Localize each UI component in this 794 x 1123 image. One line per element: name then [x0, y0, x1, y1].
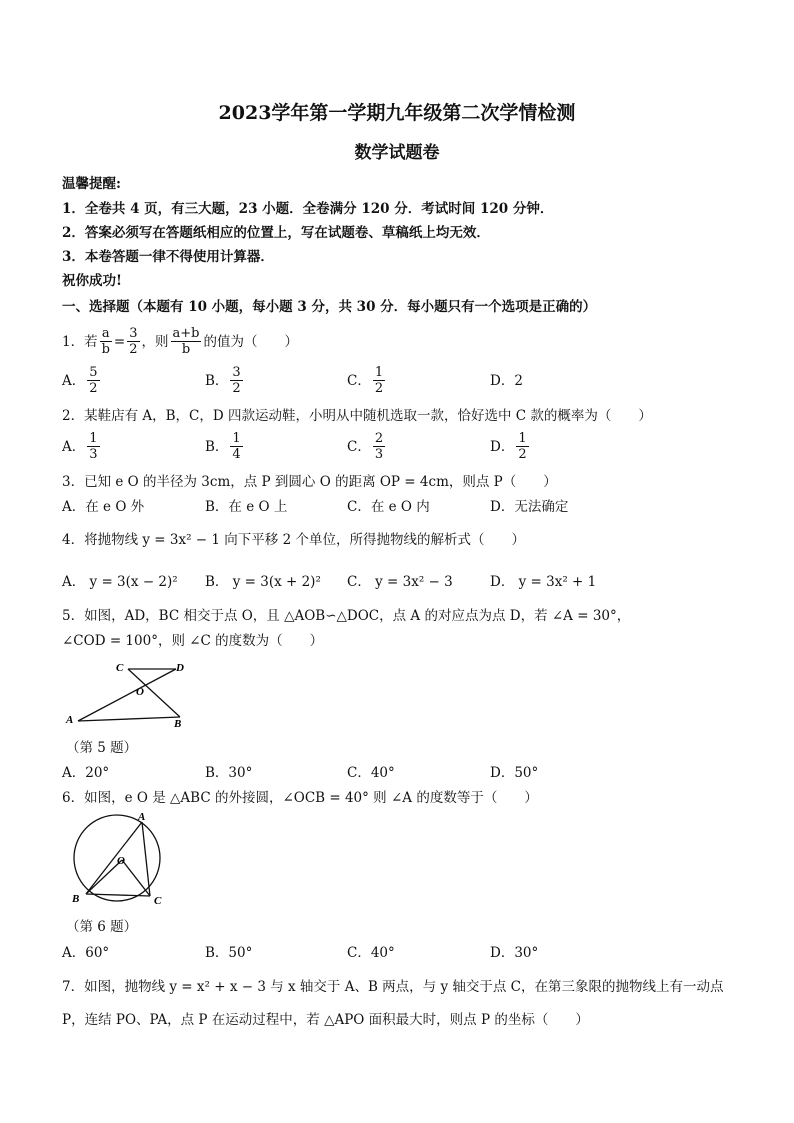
question-2: 2．某鞋店有 A，B，C，D 四款运动鞋，小明从中随机选取一款，恰好选中 C 款的概率为（ ）	[62, 408, 652, 424]
q6-option-d[interactable]: D．30°	[490, 945, 539, 961]
q6-segment-ab	[86, 822, 142, 894]
q6-caption: （第 6 题）	[66, 919, 138, 935]
q1-option-a[interactable]: A． $\frac{5}{2}$	[62, 365, 98, 396]
q5-segment-ab	[78, 717, 180, 721]
q2-option-a[interactable]: A． $\frac{1}{3}$	[62, 431, 98, 462]
q2-option-d[interactable]: D． $\frac{1}{2}$	[490, 431, 527, 462]
question-5-line-2: ∠COD = 100°，则 ∠C 的度数为（ ）	[62, 633, 324, 649]
page-subtitle: 数学试题卷	[354, 143, 440, 163]
notice-item-1: 1．全卷共 4 页，有三大题，23 小题．全卷满分 120 分．考试时间 120 分钟．	[62, 201, 554, 217]
q4-option-b[interactable]: B． y = 3(x + 2)²	[205, 574, 321, 590]
q1-prefix: 1．若	[62, 333, 98, 350]
q2-option-b[interactable]: B． $\frac{1}{4}$	[205, 431, 241, 462]
q6-segment-ac	[142, 822, 150, 896]
q6-option-c[interactable]: C．40°	[347, 945, 395, 961]
page-title: 2023学年第一学期九年级第二次学情检测	[218, 102, 576, 124]
q3-option-b[interactable]: B．在 e O 上	[205, 499, 288, 515]
q1-option-b[interactable]: B． $\frac{3}{2}$	[205, 365, 241, 396]
question-5-line-1: 5．如图，AD，BC 相交于点 O，且 △AOB∽△DOC，点 A 的对应点为点 D，若 ∠A = 30°，	[62, 608, 631, 624]
q5-option-a[interactable]: A．20°	[62, 765, 110, 781]
q5-label-d: D	[176, 662, 184, 674]
q2-option-c[interactable]: C． $\frac{2}{3}$	[347, 431, 384, 462]
notice-item-3: 3．本卷答题一律不得使用计算器．	[62, 249, 274, 265]
q5-label-o: O	[136, 686, 144, 698]
q6-label-b: B	[72, 893, 80, 905]
q5-segment-ad	[78, 669, 176, 721]
question-6: 6．如图，e O 是 △ABC 的外接圆，∠OCB = 40° 则 ∠A 的度数等于（ ）	[62, 790, 538, 806]
notice-wish: 祝你成功!	[62, 273, 122, 289]
q3-option-a[interactable]: A．在 e O 外	[62, 499, 145, 515]
q1-fraction-3-2: $\frac{3}{2}$	[129, 326, 138, 357]
question-4: 4．将抛物线 y = 3x² − 1 向下平移 2 个单位，所得抛物线的解析式（ ）	[62, 532, 525, 548]
q5-option-b[interactable]: B．30°	[205, 765, 253, 781]
q3-option-d[interactable]: D．无法确定	[490, 499, 569, 515]
q5-label-b: B	[174, 718, 182, 730]
q1-fraction-a-b: $\frac{a}{b}$	[101, 326, 110, 357]
q1-option-d[interactable]: D． 2	[490, 373, 523, 389]
notice-item-2: 2．答案必须写在答题纸相应的位置上，写在试题卷、草稿纸上均无效．	[62, 225, 490, 241]
q1-mid: ，则	[141, 333, 169, 350]
q4-option-a[interactable]: A． y = 3(x − 2)²	[62, 574, 178, 590]
q4-option-c[interactable]: C． y = 3x² − 3	[347, 574, 453, 590]
section-heading: 一、选择题（本题有 10 小题，每小题 3 分，共 30 分．每小题只有一个选项是正确的）	[62, 299, 597, 315]
q6-figure	[62, 808, 172, 908]
q5-option-c[interactable]: C．40°	[347, 765, 395, 781]
q6-label-c: C	[154, 895, 162, 907]
question-7-line-2: P，连结 PO、PA，点 P 在运动过程中，若 △APO 面积最大时，则点 P 的坐标（ ）	[62, 1012, 589, 1028]
q1-equals: =	[113, 333, 126, 350]
question-1	[62, 326, 298, 357]
q5-option-d[interactable]: D．50°	[490, 765, 539, 781]
q1-fraction-sum: $\frac{a+b}{b}$	[172, 326, 200, 357]
q6-option-b[interactable]: B．50°	[205, 945, 253, 961]
notice-heading: 温馨提醒:	[62, 176, 121, 192]
q5-label-c: C	[116, 662, 124, 674]
q5-label-a: A	[66, 714, 74, 726]
q5-figure	[62, 655, 192, 730]
q6-segment-oc	[122, 860, 150, 896]
q1-suffix: 的值为（ ）	[203, 333, 298, 350]
q3-option-c[interactable]: C．在 e O 内	[347, 499, 430, 515]
q1-option-c[interactable]: C． $\frac{1}{2}$	[347, 365, 384, 396]
q4-option-d[interactable]: D． y = 3x² + 1	[490, 574, 597, 590]
question-7-line-1: 7．如图，抛物线 y = x² + x − 3 与 x 轴交于 A、B 两点，与 y 轴交于点 C，在第三象限的抛物线上有一动点	[62, 979, 724, 995]
q6-label-o: O	[117, 855, 125, 867]
question-3: 3．已知 e O 的半径为 3cm，点 P 到圆心 O 的距离 OP = 4cm，则点 P（ ）	[62, 474, 557, 490]
q6-option-a[interactable]: A．60°	[62, 945, 110, 961]
q6-label-a: A	[138, 811, 146, 823]
q5-caption: （第 5 题）	[66, 740, 138, 756]
